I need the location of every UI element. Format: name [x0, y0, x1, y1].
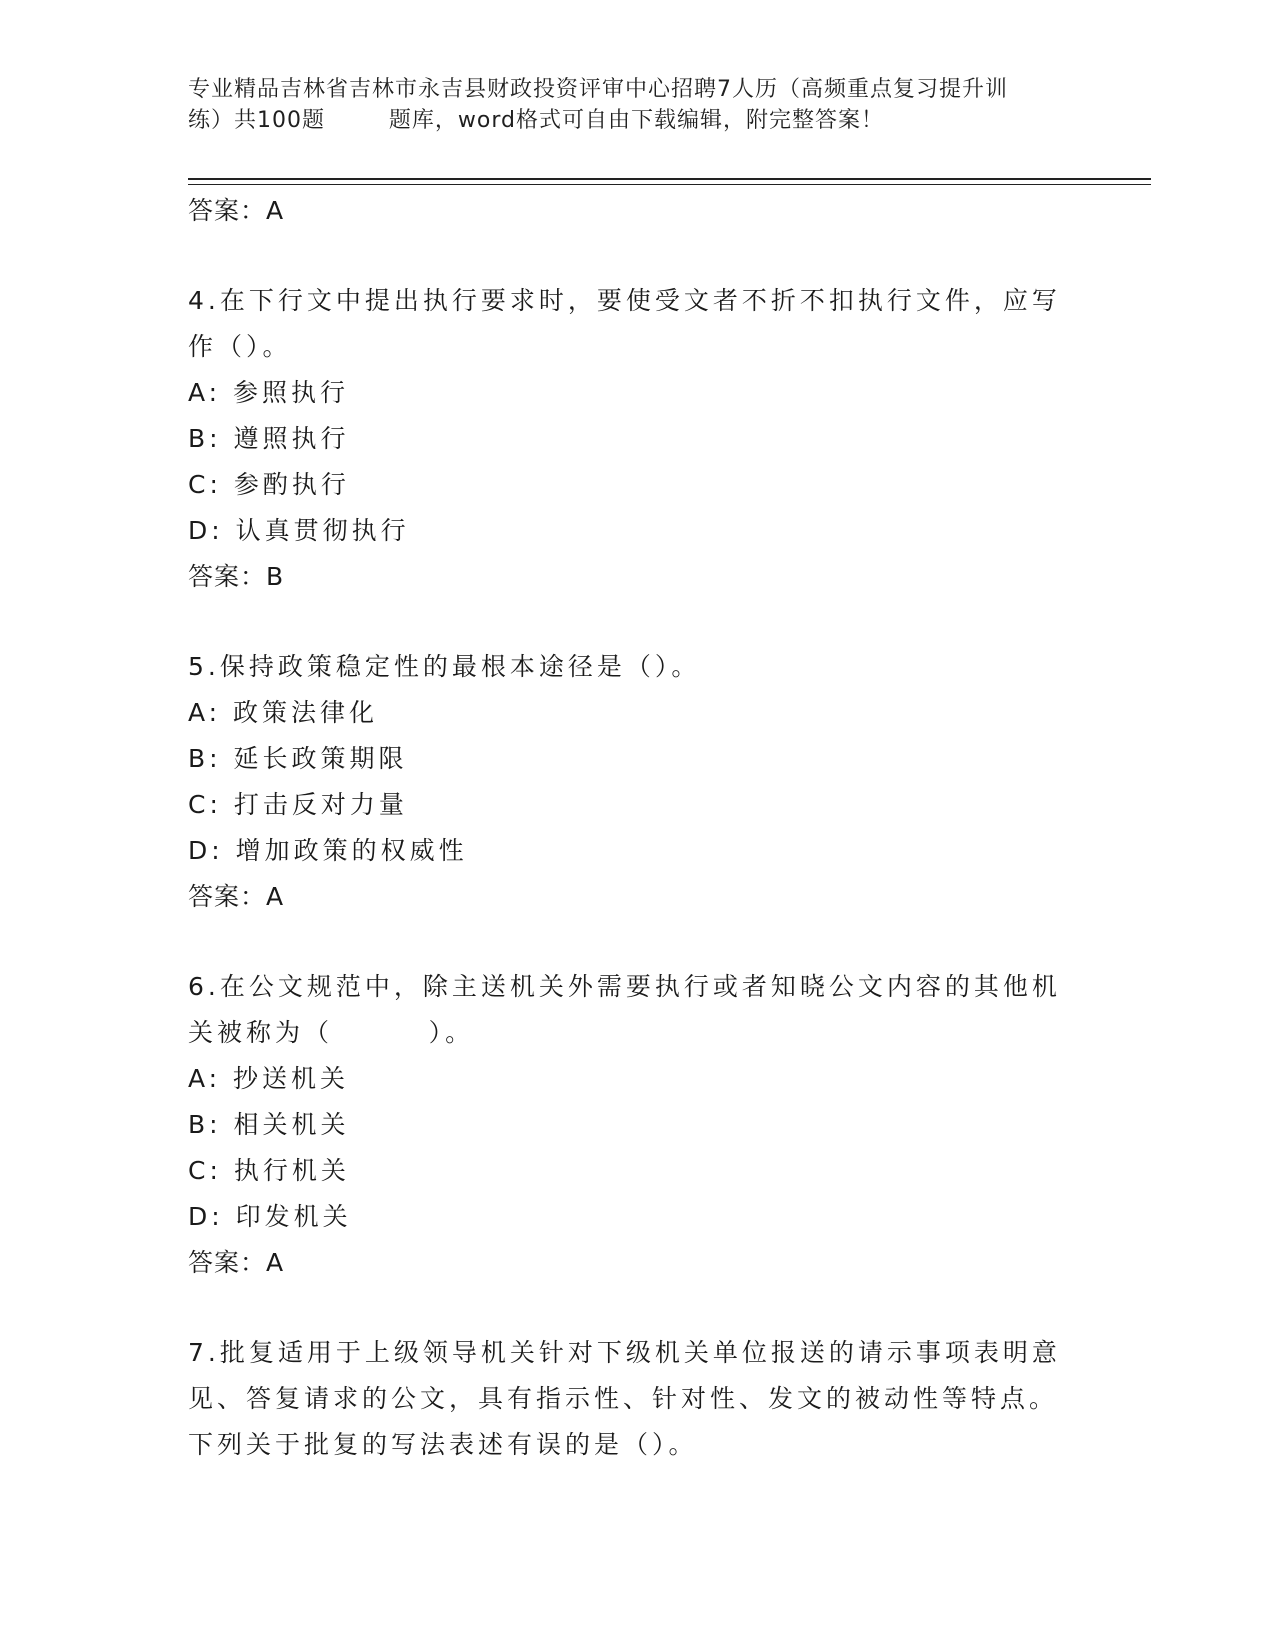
- spacer: [188, 600, 1088, 644]
- question-5-option-b: B: 延长政策期限: [188, 744, 408, 773]
- spacer: [188, 920, 1088, 964]
- header-line-2: 练）共100题 题库，word格式可自由下载编辑，附完整答案！: [188, 108, 885, 133]
- question-6-option-d: D: 印发机关: [188, 1202, 352, 1231]
- document-body: [188, 188, 1088, 1468]
- question-4-text: 4.在下行文中提出执行要求时，要使受文者不折不扣执行文件，应写作（）。: [188, 286, 1061, 361]
- question-6-text: 6.在公文规范中，除主送机关外需要执行或者知晓公文内容的其他机关被称为（ ）。: [188, 972, 1061, 1047]
- question-6-option-a: A: 抄送机关: [188, 1064, 350, 1093]
- question-4-option-c: C: 参酌执行: [188, 470, 350, 499]
- question-7-text: 7.批复适用于上级领导机关针对下级机关单位报送的请示事项表明意见、答复请求的公文，具有指示性、针对性、发文的被动性等特点。下列关于批复的写法表述有误的是（）。: [188, 1338, 1061, 1459]
- question-4-option-b: B: 遵照执行: [188, 424, 350, 453]
- question-4: [188, 278, 1088, 600]
- header-line-1: 专业精品吉林省吉林市永吉县财政投资评审中心招聘7人历（高频重点复习提升训: [188, 77, 1008, 102]
- document-header: [188, 74, 1088, 136]
- question-5-option-c: C: 打击反对力量: [188, 790, 408, 819]
- question-7: [188, 1330, 1088, 1468]
- answer-3: 答案：A: [188, 196, 285, 225]
- header-divider-thin: [188, 184, 1151, 185]
- spacer: [188, 234, 1088, 278]
- question-5-text: 5.保持政策稳定性的最根本途径是（）。: [188, 652, 701, 681]
- question-5-answer: 答案：A: [188, 882, 285, 911]
- spacer: [188, 1286, 1088, 1330]
- question-5-option-d: D: 增加政策的权威性: [188, 836, 468, 865]
- question-4-option-a: A: 参照执行: [188, 378, 350, 407]
- header-divider: [188, 178, 1151, 180]
- question-6-option-b: B: 相关机关: [188, 1110, 350, 1139]
- question-4-answer: 答案：B: [188, 562, 285, 591]
- question-4-option-d: D: 认真贯彻执行: [188, 516, 410, 545]
- question-6-answer: 答案：A: [188, 1248, 285, 1277]
- question-6-option-c: C: 执行机关: [188, 1156, 350, 1185]
- question-6: [188, 964, 1088, 1286]
- question-5: [188, 644, 1088, 920]
- question-5-option-a: A: 政策法律化: [188, 698, 379, 727]
